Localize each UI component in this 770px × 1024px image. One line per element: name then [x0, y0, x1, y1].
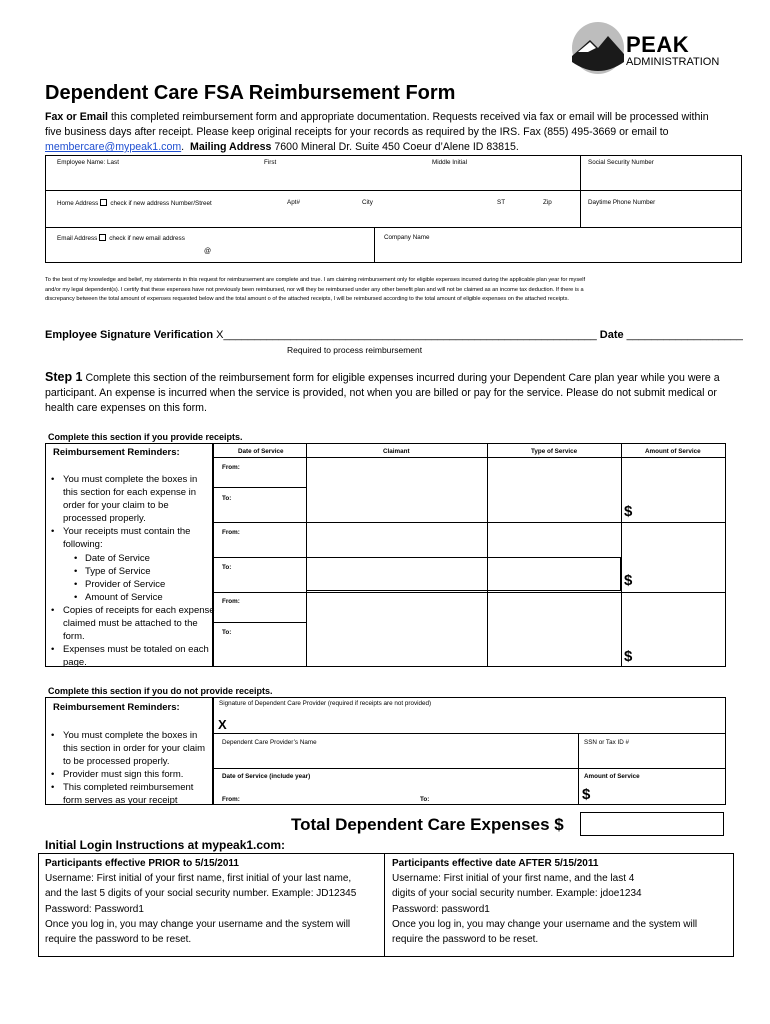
reminder-item: • Copies of receipts for each expense [47, 604, 217, 617]
provider-ssn-field[interactable]: SSN or Tax ID # [584, 739, 630, 746]
city-field[interactable]: City [362, 199, 373, 206]
login-after-column: Participants effective date AFTER 5/15/2011 Username: First initial of your first name, and the last 4 digits of your social security number. Example: jdoe1234 Password: password1 Once you log in, you may change your username and the system will require the password to be reset. [392, 858, 698, 946]
col-claimant: Claimant [383, 448, 410, 455]
receipts-table [213, 443, 726, 667]
email-link[interactable]: membercare@mypeak1.com [45, 141, 182, 153]
date-line: ___________________ [626, 329, 743, 341]
reminder-item: • You must complete the boxes in [47, 729, 217, 742]
reminder-item: • Date of Service [47, 552, 217, 565]
login-heading: Initial Login Instructions at mypeak1.com: [45, 838, 286, 852]
total-expenses-input[interactable] [580, 812, 724, 836]
employee-last-name-field[interactable]: Employee Name: Last [57, 159, 119, 166]
reminder-item: following: [63, 539, 103, 551]
reminder-item: form serves as your receipt [63, 795, 178, 807]
mailing-label: Mailing Address [190, 141, 272, 153]
email-address-field[interactable]: Email Address check if new email address [57, 235, 185, 242]
no-receipt-date-of-service: Date of Service (include year) [222, 773, 311, 780]
col-date-of-service: Date of Service [238, 448, 284, 455]
email-at-sign: @ [204, 248, 212, 255]
no-receipts-section-heading: Complete this section if you do not provide receipts. [48, 686, 273, 696]
step1-paragraph: Step 1 Complete this section of the reimbursement form for eligible expenses incurred during your Dependent Care plan year while you were a participant. An expense is incurred when the service is provided, not when you are billed or pay for the service. Please do not submit medical or health care expenses on this form. [45, 370, 720, 414]
total-expenses-label: Total Dependent Care Expenses $ [291, 815, 564, 834]
no-receipt-from[interactable]: From: [222, 796, 240, 803]
reminder-item: • Expenses must be totaled on each [47, 643, 217, 656]
reminder-item: • Amount of Service [47, 591, 217, 604]
mailing-address: 7600 Mineral Dr. Suite 450 Coeur d’Alene ID 83815. [271, 141, 519, 153]
receipts-section-heading: Complete this section if you provide receipts. [48, 432, 243, 442]
logo-name: PEAK [626, 32, 690, 57]
col-amount-of-service: Amount of Service [645, 448, 701, 455]
row3-dollar: $ [624, 648, 633, 665]
reminder-item: this section in order for your claim [63, 743, 206, 755]
reminder-item: this section for each expense in [63, 487, 197, 499]
row1-to[interactable]: To: [222, 495, 232, 502]
logo-subtitle: ADMINISTRATION [626, 56, 720, 68]
login-prior-column: Participants effective PRIOR to 5/15/2011 Username: First initial of your first name, first initial of your last name, and the last 5 digits of your social security number. Example: JD12345 Password: Password1 Once you log in, you may change your username and the system will require the password to be reset. [45, 858, 357, 946]
reminder-item: to be processed properly. [63, 756, 170, 768]
row2-from[interactable]: From: [222, 529, 240, 536]
state-field[interactable]: ST [497, 199, 506, 206]
new-email-checkbox[interactable] [99, 234, 106, 241]
provider-name-field[interactable]: Dependent Care Provider’s Name [222, 739, 317, 746]
no-receipts-reminders-title: Reimbursement Reminders: [53, 702, 180, 713]
page-title: Dependent Care FSA Reimbursement Form [45, 82, 456, 104]
reminder-item: order for your claim to be [63, 500, 169, 512]
no-receipts-reminders-list [47, 729, 217, 808]
ssn-field[interactable]: Social Security Number [588, 159, 654, 166]
no-receipt-to[interactable]: To: [420, 796, 430, 803]
reminder-item: processed properly. [63, 513, 146, 525]
employee-info-box [45, 155, 742, 263]
employee-signature-line[interactable]: Employee Signature Verification X_____________________________________________________________ Date ___________________ [45, 329, 743, 341]
zip-field[interactable]: Zip [543, 199, 552, 206]
apt-field[interactable]: Apt# [287, 199, 300, 206]
reminder-item: form. [63, 631, 85, 643]
certification-text: To the best of my knowledge and belief, my statements in this request for reimbursement are complete and true. I am claiming reimbursement only for eligible expenses incurred during the applicable plan year for myself and/or my legal dependent(s). I certify that these expenses have not previously been reimbursed, nor will they be reimbursed under any other benefit plan and will not be claimed as an income tax deduction. If there is a discrepancy between the total amount of expenses requested below and the total amount o of the attached receipts, I will be reimbursed according to the total amount of eligible expenses on the attached receipts. [45, 277, 586, 303]
provider-box [213, 697, 726, 805]
intro-paragraph: Fax or Email this completed reimbursement form and appropriate documentation. Requests received via fax or email will be processed within five business days after receipt. Please keep original receipts for your records as required by the IRS. Fax (855) 495-3669 or email to membercare@mypeak1.com. Mailing Address 7600 Mineral Dr. Suite 450 Coeur d’Alene ID 83815. [45, 110, 745, 155]
new-address-checkbox[interactable] [100, 199, 107, 206]
reminder-item: claimed must be attached to the [63, 618, 198, 630]
peak-logo [568, 18, 728, 78]
reminder-item: • This completed reimbursement [47, 781, 217, 794]
peak-mountain-icon [568, 18, 628, 78]
row2-dollar: $ [624, 572, 633, 589]
intro-lead: Fax or Email [45, 111, 108, 123]
reminder-item: • Your receipts must contain the [47, 525, 217, 538]
home-address-field[interactable]: Home Address check if new address Number/Street [57, 200, 212, 207]
receipts-reminders-list [47, 473, 217, 669]
reminder-item: page. [63, 657, 87, 669]
employee-first-name-field[interactable]: First [264, 159, 277, 166]
reminder-item: • Provider of Service [47, 578, 217, 591]
reminder-item: • Provider must sign this form. [47, 768, 217, 781]
no-receipt-amount-label: Amount of Service [584, 773, 640, 780]
provider-signature-x: X [218, 717, 227, 732]
row1-dollar: $ [624, 503, 633, 520]
row2-to[interactable]: To: [222, 564, 232, 571]
step1-label: Step 1 [45, 370, 83, 384]
intro-line2: five business days after receipt. Please keep original receipts for your records as required by the IRS. Fax (855) 495-3669 or email to [45, 126, 669, 138]
reminder-item: • Type of Service [47, 565, 217, 578]
row3-to[interactable]: To: [222, 629, 232, 636]
col-type-of-service: Type of Service [531, 448, 578, 455]
no-receipt-dollar: $ [582, 786, 591, 803]
phone-field[interactable]: Daytime Phone Number [588, 199, 656, 206]
employee-middle-initial-field[interactable]: Middle Initial [432, 159, 467, 166]
intro-line1: this completed reimbursement form and appropriate documentation. Requests received via fax or email will be processed within [108, 111, 709, 123]
reminder-item: • You must complete the boxes in [47, 473, 217, 486]
signature-note: Required to process reimbursement [287, 345, 423, 355]
row3-from[interactable]: From: [222, 598, 240, 605]
provider-signature-field[interactable]: Signature of Dependent Care Provider (required if receipts are not provided) [219, 700, 432, 707]
receipts-reminders-title: Reimbursement Reminders: [53, 447, 180, 458]
row1-from[interactable]: From: [222, 464, 240, 471]
company-name-field[interactable]: Company Name [384, 234, 430, 241]
